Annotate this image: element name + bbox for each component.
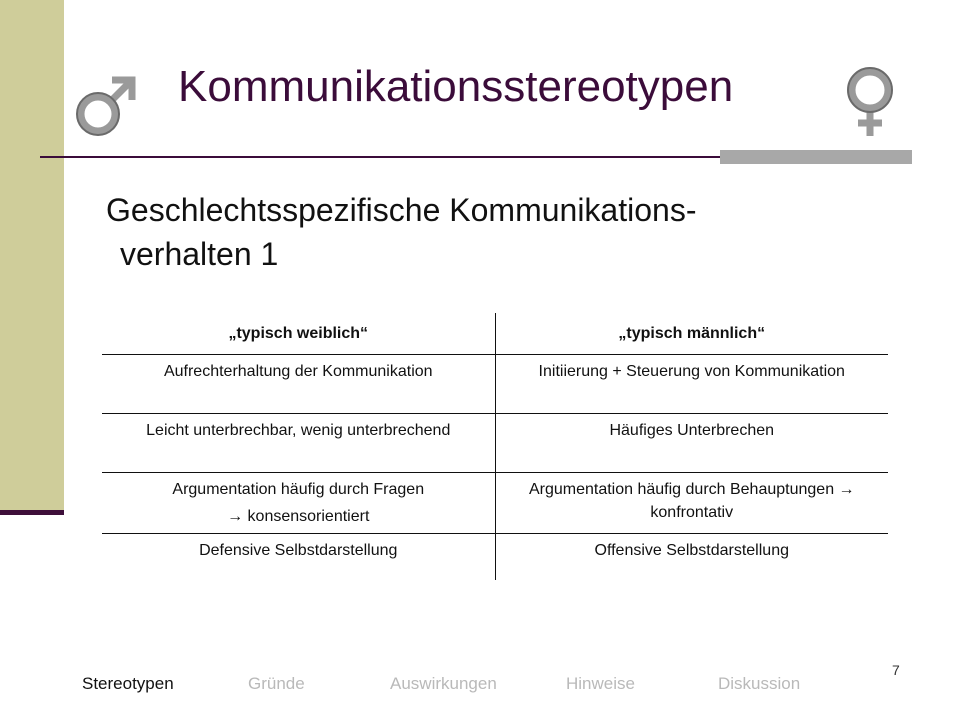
cell-female: Defensive Selbstdarstellung [102,534,495,581]
subtitle-line-2: verhalten 1 [120,236,279,272]
slide-subtitle [106,188,826,276]
cell-female-line: Argumentation häufig durch Fragen [172,481,425,498]
page-number: 7 [892,662,900,678]
cell-male: Offensive Selbstdarstellung [594,542,789,559]
table-row [102,355,888,414]
cell-male: Argumentation häufig durch Behauptungen → konfrontativ [495,473,888,534]
female-symbol-icon [842,66,898,140]
cell-male: Häufiges Unterbrechen [495,414,888,473]
title-rule-accent [720,150,912,164]
nav-item-hinweise[interactable]: Hinweise [566,674,635,693]
male-symbol-icon [72,70,142,140]
left-accent-underline [0,510,64,515]
nav-item-auswirkungen[interactable]: Auswirkungen [390,674,497,693]
header-typisch-weiblich: „typisch weiblich“ [102,313,495,355]
subtitle-line-1: Geschlechtsspezifische Kommunikations- [106,192,697,228]
nav-item-gruende[interactable]: Gründe [248,674,305,693]
table-header-row [102,313,888,355]
cell-female: Aufrechterhaltung der Kommunikation [102,355,495,414]
nav-item-diskussion[interactable]: Diskussion [718,674,801,693]
comparison-table [102,313,888,580]
nav-item-stereotypen[interactable]: Stereotypen [82,674,174,693]
section-navigation [82,674,842,698]
cell-male: Initiierung + Steuerung von Kommunikation [495,355,888,414]
header-typisch-maennlich: „typisch männlich“ [495,313,888,355]
cell-female: Leicht unterbrechbar, wenig unterbrechend [102,414,495,473]
table-row [102,473,888,534]
cell-female [102,473,495,534]
slide-title: Kommunikationsstereotypen [178,62,734,111]
table-row [102,534,888,581]
cell-female-line: → konsensorientiert [227,508,370,525]
table-row [102,414,888,473]
left-accent-bar [0,0,64,512]
